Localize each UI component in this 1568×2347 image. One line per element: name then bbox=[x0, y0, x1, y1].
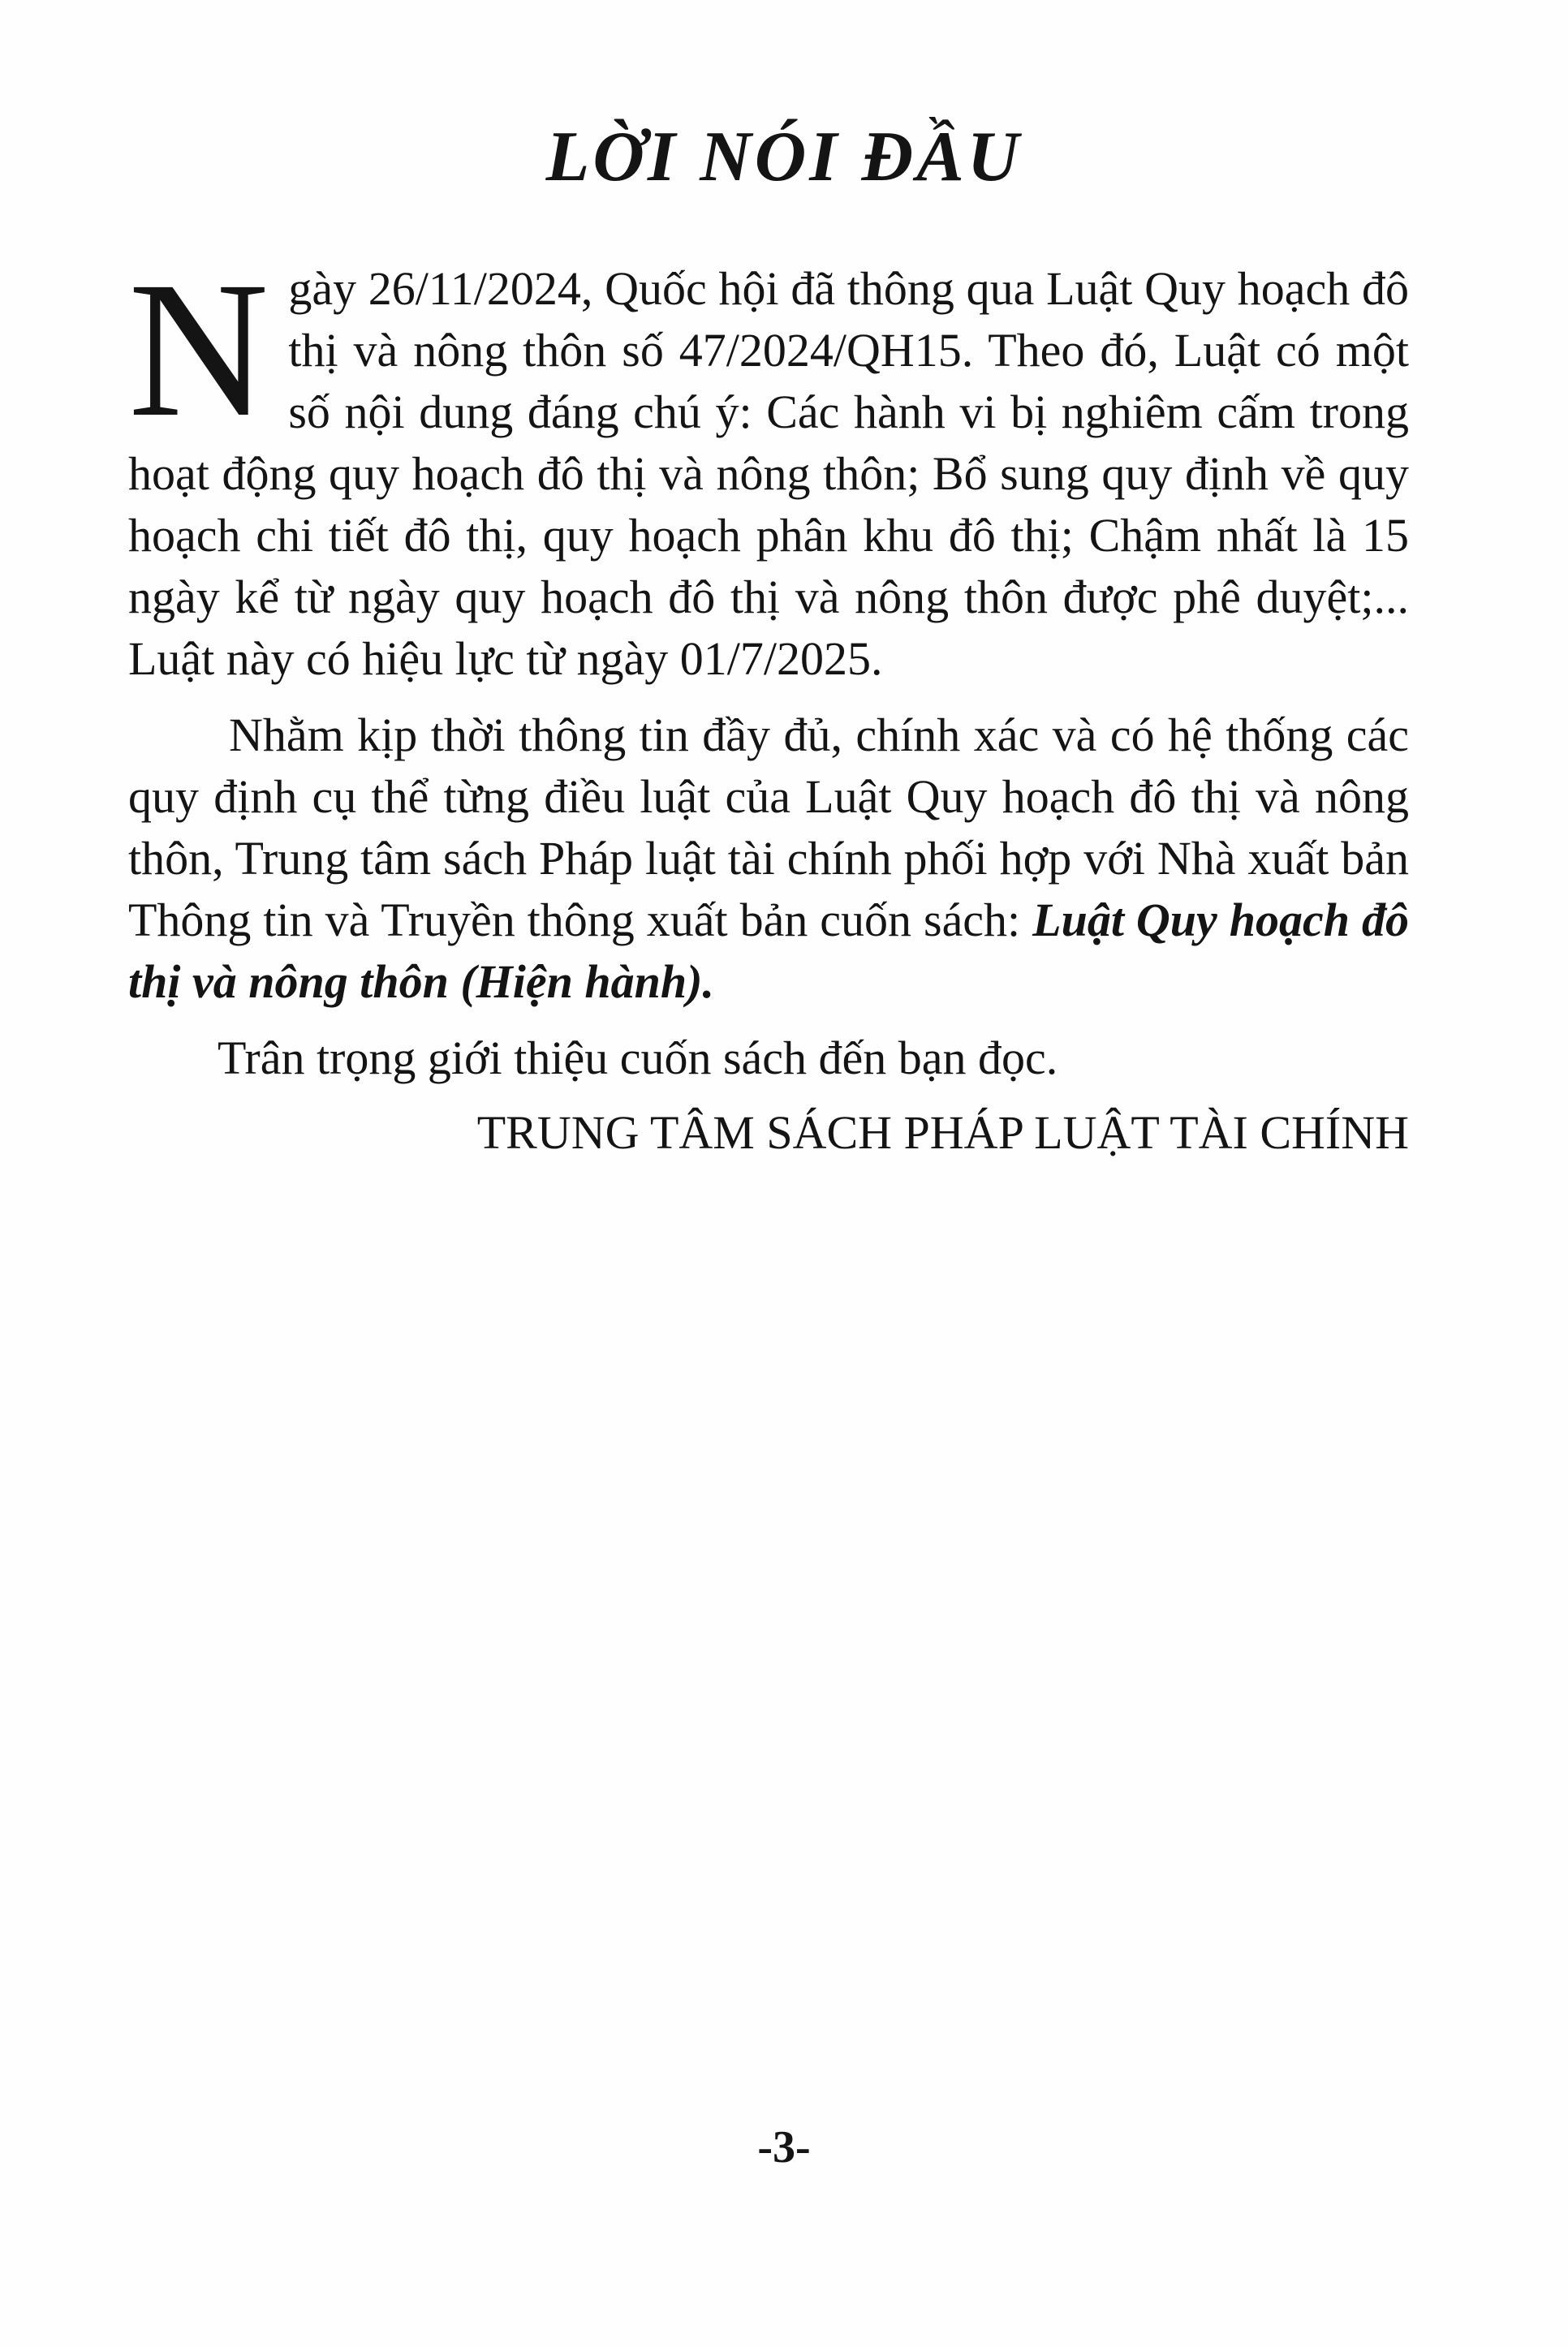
signature: TRUNG TÂM SÁCH PHÁP LUẬT TÀI CHÍNH bbox=[476, 1106, 1409, 1159]
paragraph-purpose-text: Nhằm kịp thời thông tin đầy đủ, chính xác và có hệ thống các quy định cụ thể từng điều luật của Luật Quy hoạch đô thị và nông thôn, Trung tâm sách Pháp luật tài chính phối hợp với Nhà xuất bản Thông tin và Truyền thông xuất bản cuốn sách: bbox=[128, 708, 1409, 946]
paragraph-purpose bbox=[128, 704, 1409, 1013]
closing-line: Trân trọng giới thiệu cuốn sách đến bạn đọc. bbox=[218, 1031, 1058, 1084]
book-title: Luật Quy hoạch đô thị và nông thôn (Hiện hành). bbox=[128, 894, 1409, 1008]
paragraph-intro bbox=[128, 241, 1409, 690]
page-title: LỜI NÓI ĐẦU bbox=[545, 118, 1023, 196]
foreword-body bbox=[128, 241, 1409, 1164]
paragraph-intro-text: gày 26/11/2024, Quốc hội đã thông qua Luật Quy hoạch đô thị và nông thôn số 47/2024/QH15. Theo đó, Luật có một số nội dung đáng chú ý: Các hành vi bị nghiêm cấm trong hoạt động quy hoạch đô thị và nông thôn; Bổ sung quy định về quy hoạch chi tiết đô thị, quy hoạch phân khu đô thị; Chậm nhất là 15 ngày kể từ ngày quy hoạch đô thị và nông thôn được phê duyệt;... Luật này có hiệu lực từ ngày 01/7/2025. bbox=[128, 262, 1409, 685]
drop-cap: N bbox=[128, 241, 269, 457]
page-number: -3- bbox=[757, 2122, 811, 2173]
